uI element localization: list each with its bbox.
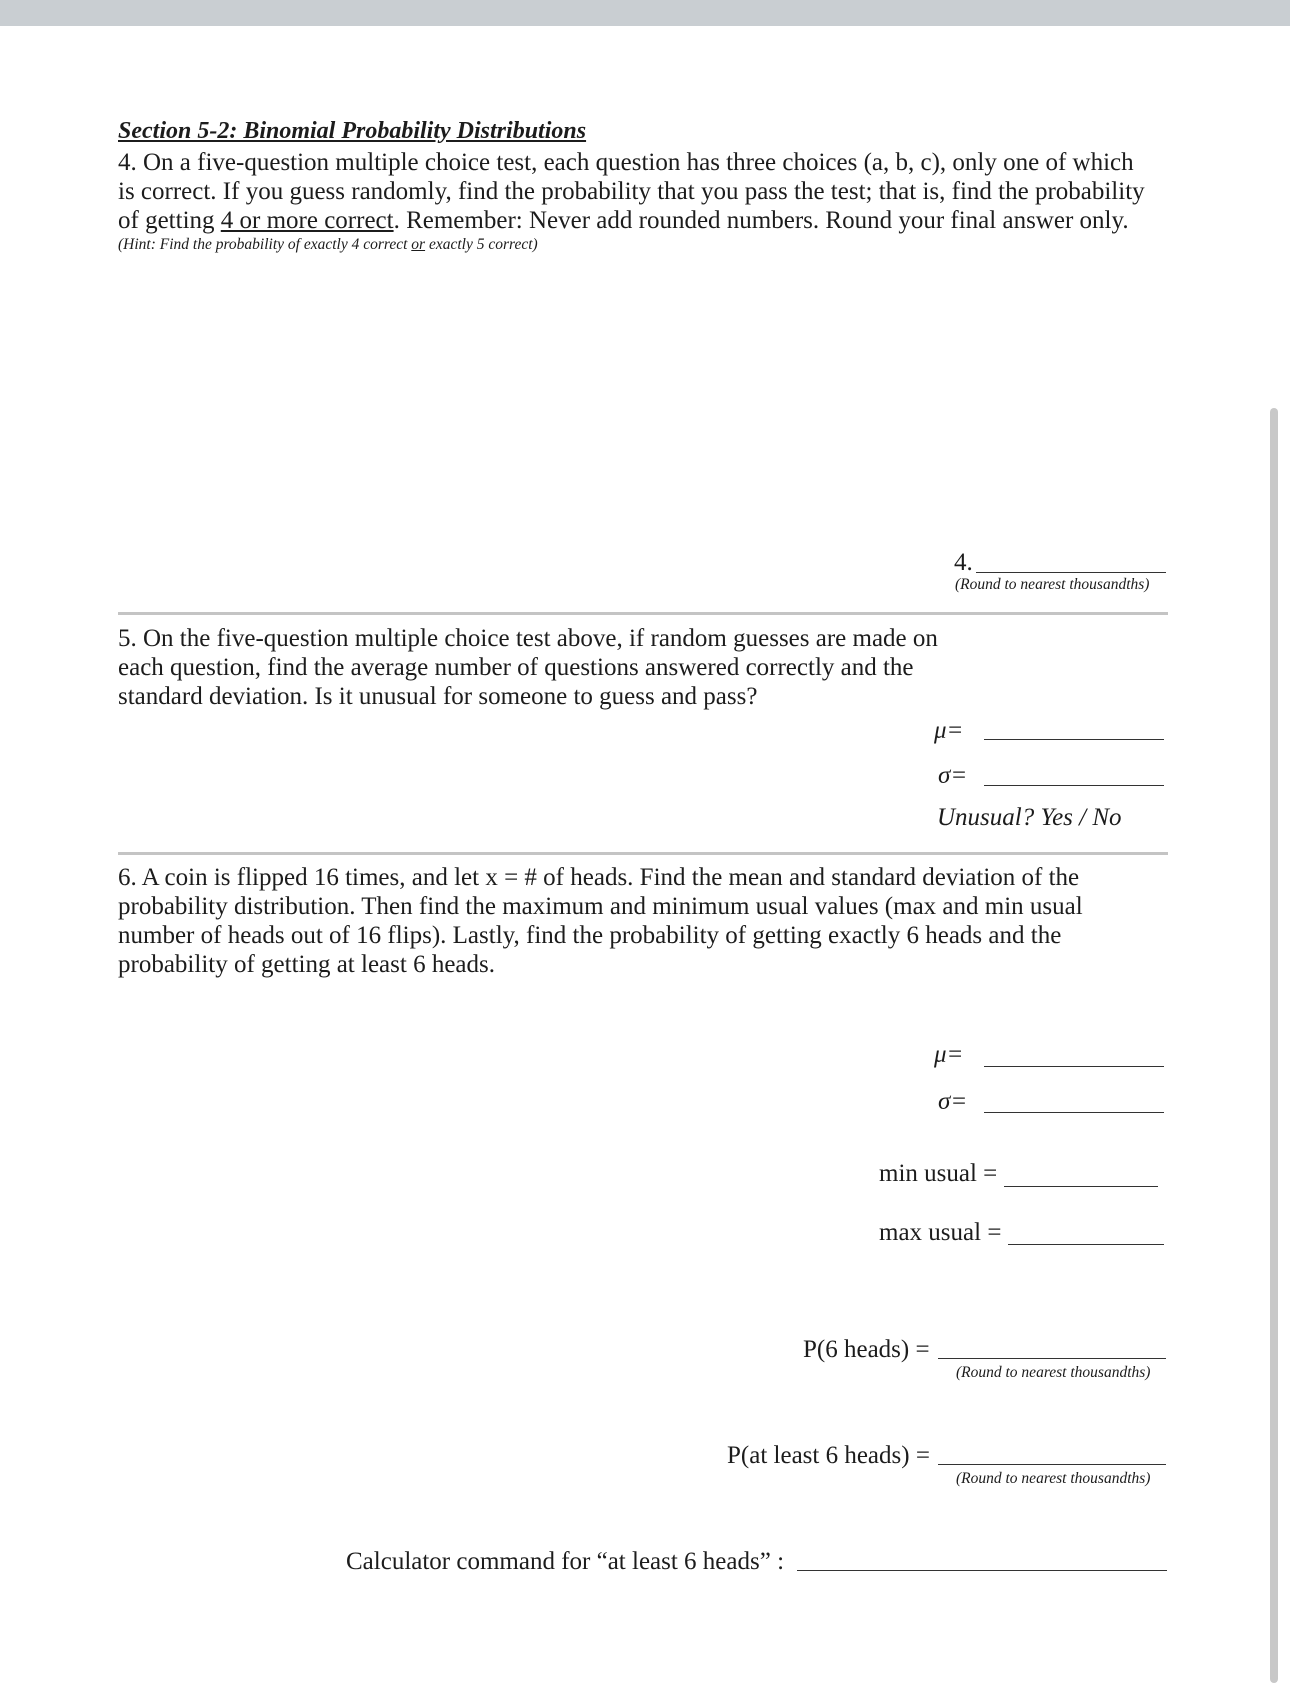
q6-p-atleast6-round-note: (Round to nearest thousandths)	[956, 1470, 1151, 1487]
q6-line-2: probability distribution. Then find the maximum and minimum usual values (max and min usual	[118, 893, 1083, 920]
section-title: Section 5-2: Binomial Probability Distributions	[118, 118, 587, 144]
q6-p-atleast6-label: P(at least 6 heads) =	[727, 1442, 930, 1469]
q4-hint-start: (Hint: Find the probability of exactly 4 correct	[118, 236, 412, 253]
q4-line-3-end: . Remember: Never add rounded numbers. Round your final answer only.	[393, 207, 1129, 234]
section-divider-1	[118, 612, 1168, 615]
q5-sigma-blank[interactable]	[984, 785, 1164, 786]
q6-sigma-label: σ=	[938, 1088, 968, 1115]
question-5-text	[118, 624, 938, 711]
q6-line-1: 6. A coin is flipped 16 times, and let x = # of heads. Find the mean and standard deviation of the	[118, 864, 1080, 891]
q6-line-3: number of heads out of 16 flips). Lastly, find the probability of getting exactly 6 heads and the	[118, 922, 1062, 949]
q6-p6-label: P(6 heads) =	[803, 1336, 930, 1363]
q4-line-3-start: of getting	[118, 207, 221, 234]
q6-p-atleast6-blank[interactable]	[938, 1464, 1166, 1465]
scrollbar[interactable]	[1270, 408, 1278, 1683]
q5-mu-blank[interactable]	[984, 739, 1164, 740]
q4-answer-label: 4.	[954, 549, 973, 576]
q5-unusual-choice[interactable]: Unusual? Yes / No	[937, 804, 1122, 831]
q6-min-usual-label: min usual =	[879, 1160, 998, 1187]
q4-hint-or: or	[411, 236, 426, 253]
q4-hint-end: exactly 5 correct)	[425, 236, 538, 253]
q5-line-2: each question, find the average number of questions answered correctly and the	[118, 654, 914, 681]
q4-line-1: 4. On a five-question multiple choice test, each question has three choices (a, b, c), only one of which	[118, 149, 1134, 176]
q6-max-usual-blank[interactable]	[1008, 1244, 1164, 1245]
q4-line-3	[118, 207, 1129, 234]
q4-emphasis: 4 or more correct	[220, 207, 394, 234]
q4-hint	[118, 236, 538, 254]
q6-p6-blank[interactable]	[938, 1358, 1166, 1359]
top-bar	[0, 0, 1290, 26]
q5-sigma-label: σ=	[938, 762, 968, 789]
q6-p6-round-note: (Round to nearest thousandths)	[956, 1364, 1151, 1381]
q4-answer-blank[interactable]	[976, 572, 1166, 573]
q6-mu-blank[interactable]	[984, 1066, 1164, 1067]
q6-mu-label: μ=	[934, 1041, 964, 1068]
q6-line-4: probability of getting at least 6 heads.	[118, 951, 495, 978]
question-6-text	[118, 863, 1083, 979]
q4-round-note: (Round to nearest thousandths)	[955, 576, 1150, 593]
q4-line-2: is correct. If you guess randomly, find the probability that you pass the test; that is, find the probability	[118, 178, 1145, 205]
q5-line-1: 5. On the five-question multiple choice test above, if random guesses are made on	[118, 625, 938, 652]
q6-max-usual-label: max usual =	[879, 1219, 1002, 1246]
q6-calc-command-blank[interactable]	[797, 1570, 1167, 1571]
q6-calc-command-label: Calculator command for “at least 6 heads” :	[346, 1548, 785, 1575]
q6-sigma-blank[interactable]	[984, 1112, 1164, 1113]
question-4-text	[118, 148, 1145, 235]
q5-line-3: standard deviation. Is it unusual for someone to guess and pass?	[118, 683, 758, 710]
q6-min-usual-blank[interactable]	[1004, 1186, 1158, 1187]
section-divider-2	[118, 852, 1168, 855]
q5-mu-label: μ=	[934, 717, 964, 744]
